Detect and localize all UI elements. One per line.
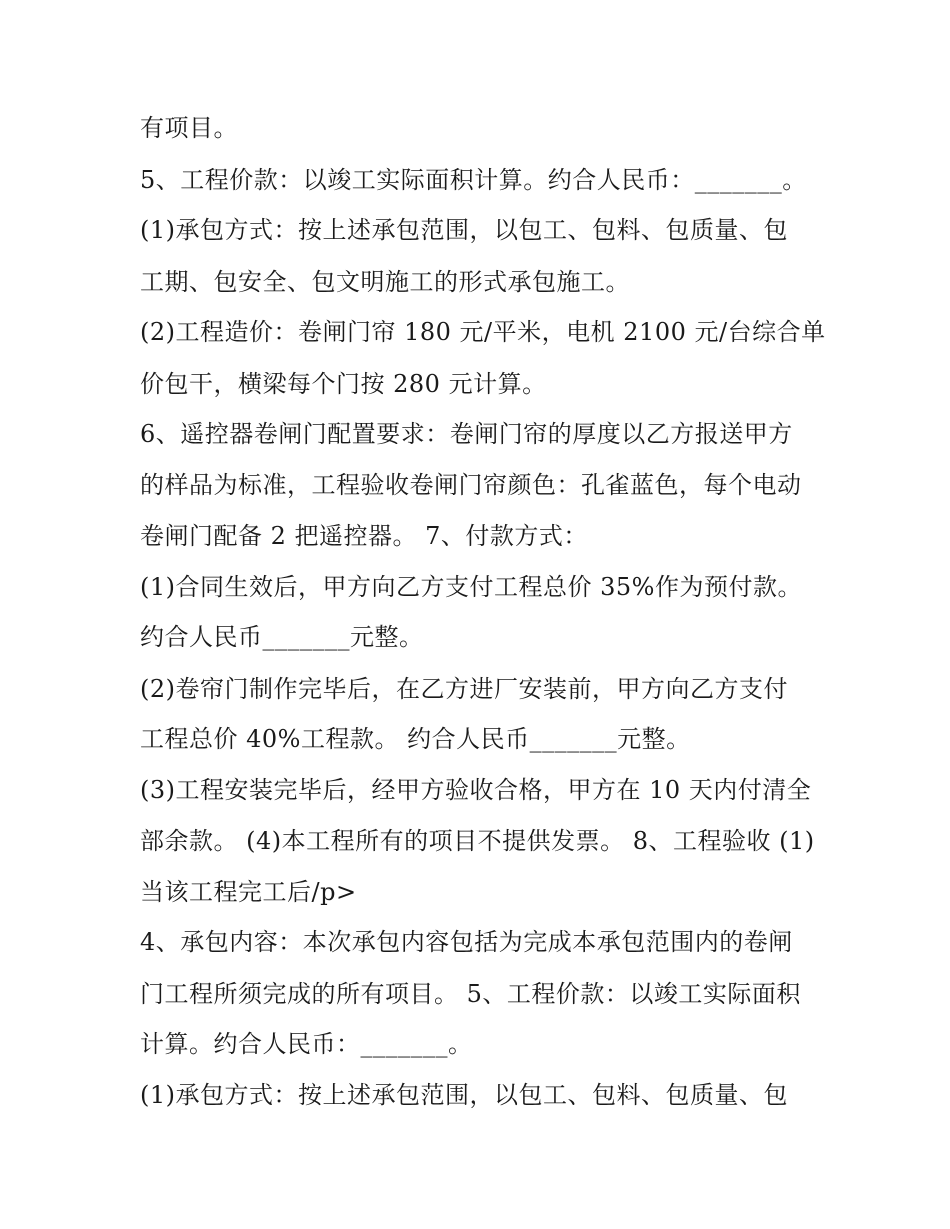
text-line: 5、工程价款：以竣工实际面积计算。约合人民币：_______。 <box>140 166 807 194</box>
text-line: 的样品为标准，工程验收卷闸门帘颜色：孔雀蓝色，每个电动 <box>140 471 802 499</box>
text-line: (2)工程造价：卷闸门帘 180 元/平米，电机 2100 元/台综合单 <box>140 318 826 346</box>
text-line: (1)承包方式：按上述承包范围，以包工、包料、包质量、包 <box>140 1081 788 1109</box>
text-line: 价包干，横梁每个门按 280 元计算。 <box>140 370 547 398</box>
text-line: 4、承包内容：本次承包内容包括为完成本承包范围内的卷闸 <box>140 928 793 956</box>
text-line: (3)工程安装完毕后，经甲方验收合格，甲方在 10 天内付清全 <box>140 776 812 804</box>
text-line: 工期、包安全、包文明施工的形式承包施工。 <box>140 268 630 296</box>
text-line: (2)卷帘门制作完毕后，在乙方进厂安装前，甲方向乙方支付 <box>140 675 788 703</box>
text-line: 当该工程完工后/p> <box>140 878 357 906</box>
text-line: 约合人民币_______元整。 <box>140 623 424 651</box>
text-line: 卷闸门配备 2 把遥控器。 7、付款方式： <box>140 522 588 550</box>
text-line: 6、遥控器卷闸门配置要求：卷闸门帘的厚度以乙方报送甲方 <box>140 420 793 448</box>
text-line: 部余款。 (4)本工程所有的项目不提供发票。 8、工程验收 (1) <box>140 827 815 855</box>
text-line: 有项目。 <box>140 114 238 142</box>
text-line: 工程总价 40%工程款。 约合人民币_______元整。 <box>140 725 691 753</box>
text-line: 门工程所须完成的所有项目。 5、工程价款：以竣工实际面积 <box>140 980 801 1008</box>
text-line: (1)承包方式：按上述承包范围，以包工、包料、包质量、包 <box>140 216 788 244</box>
text-line: 计算。约合人民币：_______。 <box>140 1030 473 1058</box>
text-line: (1)合同生效后，甲方向乙方支付工程总价 35%作为预付款。 <box>140 573 802 601</box>
